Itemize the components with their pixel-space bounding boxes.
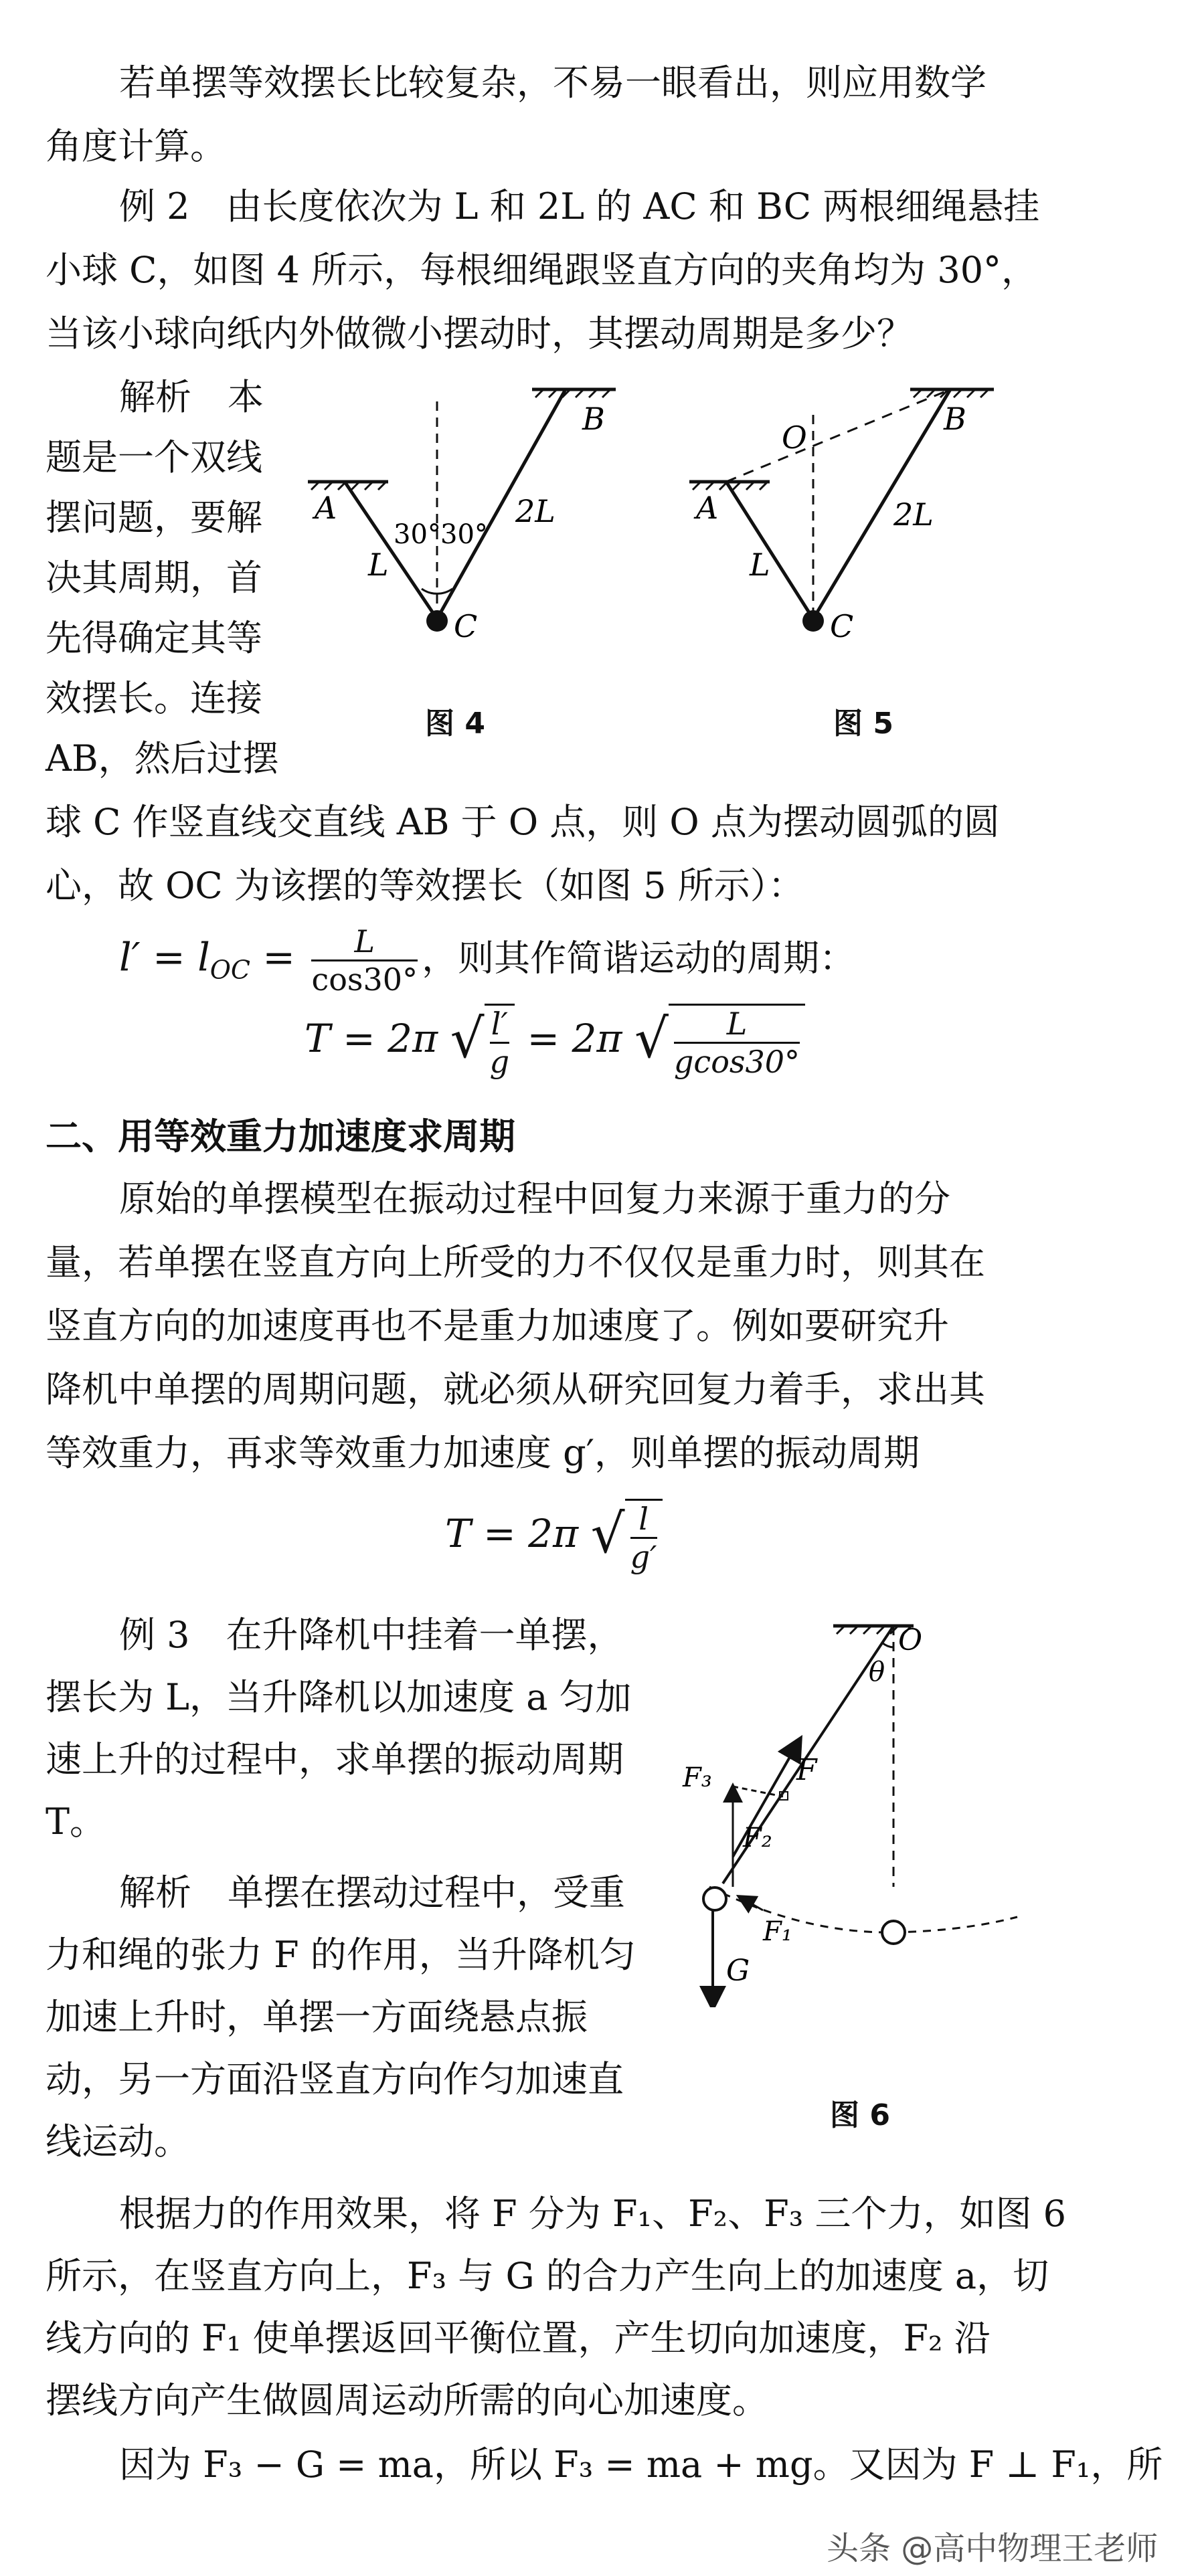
example3-line-1: 例 3 在升降机中挂着一单摆， [119,1614,624,1656]
example3-line-2: 摆长为 L，当升降机以加速度 a 匀加 [46,1676,632,1718]
fig6-label-theta: θ [869,1657,885,1687]
section2-p1-line-5: 等效重力，再求等效重力加速度 g′，则单摆的振动周期 [46,1432,920,1474]
analysis-side-line-2: 题是一个双线 [46,436,262,478]
fig4-label-b: B [582,401,605,437]
eq1-denominator: cos30° [311,961,418,998]
fig4-label-2l: 2L [515,493,555,529]
section2-p1-line-1: 原始的单摆模型在振动过程中回复力来源于重力的分 [119,1178,950,1220]
fig5-label-o: O [782,420,807,456]
watermark: 头条 @高中物理王老师 [827,2530,1159,2567]
analysis3-line-3: 加速上升时，单摆一方面绕悬点振 [46,1996,588,2038]
figure-5-diagram [669,375,1071,656]
eq1-numerator: L [311,923,418,961]
fig5-label-a: A [696,490,719,526]
analysis-side-line-7: AB，然后过摆 [46,737,279,779]
eq2-frac2-den: gcos30° [673,1044,800,1080]
example2-line-1: 例 2 由长度依次为 L 和 2L 的 AC 和 BC 两根细绳悬挂 [119,185,1040,227]
eq1-lhs: l′ = l [119,934,210,980]
analysis-side-line-1: 解析 本 [119,376,264,418]
eq3-den: g′ [630,1539,657,1575]
fig5-label-c: C [830,608,854,644]
eq2-frac1-num: l′ [490,1006,509,1044]
analysis-side-line-3: 摆问题，要解 [46,496,262,539]
fig4-angle-left: 30° [394,519,441,550]
fig6-label-f: F [796,1753,817,1787]
fig4-angle-right: 30° [440,519,488,550]
fig6-label-o: O [898,1623,923,1657]
equation-1: $l' = l_{OC}$ = $\frac{L}{\cos 30^\circ}$ ，则其作简谐运动的周期： [119,923,856,998]
fig4-label-a: A [315,490,337,526]
eq2-lhs: T = 2π [305,1016,438,1062]
fig5-label-b: B [944,401,966,437]
fig5-label-2l: 2L [893,496,934,533]
fig4-label-l: L [368,547,389,583]
eq2-frac1-den: g [489,1044,510,1080]
analysis-side-line-4: 决其周期，首 [46,557,262,599]
section2-p2-line-4: 摆线方向产生做圆周运动所需的向心加速度。 [46,2379,768,2421]
analysis3-line-2: 力和绳的张力 F 的作用，当升降机匀 [46,1934,636,1976]
continuation-line-1: 球 C 作竖直线交直线 AB 于 O 点，则 O 点为摆动圆弧的圆 [46,801,1000,843]
analysis3-line-4: 动，另一方面沿竖直方向作匀加速直 [46,2058,624,2100]
eq3-num: l [630,1501,657,1539]
eq1-subscript: OC [209,955,250,985]
equation-2: T = 2π √ $\frac{l'}{g}$ = 2π √ $\frac{L}{gcos30^\circ}$ [305,1004,805,1080]
fig4-caption: 图 4 [425,707,485,741]
section2-p1-line-4: 降机中单摆的周期问题，就必须从研究回复力着手，求出其 [46,1368,985,1410]
intro-line-2: 角度计算。 [46,125,226,167]
example3-line-3: 速上升的过程中，求单摆的振动周期 [46,1738,624,1780]
section2-p1-line-2: 量，若单摆在竖直方向上所受的力不仅仅是重力时，则其在 [46,1241,985,1283]
intro-line-1: 若单摆等效摆长比较复杂，不易一眼看出，则应用数学 [119,62,987,104]
section-2-heading: 二、用等效重力加速度求周期 [46,1115,515,1158]
fig5-label-l: L [750,547,770,583]
example2-line-2: 小球 C，如图 4 所示，每根细绳跟竖直方向的夹角均为 30°， [46,249,1038,291]
continuation-line-2: 心，故 OC 为该摆的等效摆长（如图 5 所示）： [46,864,804,907]
equation-3: T = 2π √ $\frac{l}{g'}$ [445,1499,663,1575]
fig4-label-c: C [454,608,478,644]
analysis-side-line-6: 效摆长。连接 [46,677,262,719]
section2-p1-line-3: 竖直方向的加速度再也不是重力加速度了。例如要研究升 [46,1305,949,1347]
fig6-label-f1: F₁ [763,1916,792,1947]
fig6-label-g: G [726,1954,750,1988]
fig6-label-f3: F₃ [683,1762,712,1793]
section2-p2-line-3: 线方向的 F₁ 使单摆返回平衡位置，产生切向加速度，F₂ 沿 [46,2317,991,2359]
eq2-frac2-num: L [674,1006,800,1044]
eq1-tail: ，则其作简谐运动的周期： [422,937,856,980]
analysis3-line-1: 解析 单摆在摆动过程中，受重 [119,1871,625,1914]
fig5-caption: 图 5 [833,707,893,741]
section2-p2-line-2: 所示，在竖直方向上，F₃ 与 G 的合力产生向上的加速度 a，切 [46,2255,1049,2297]
analysis-side-line-5: 先得确定其等 [46,617,262,659]
fig6-caption: 图 6 [830,2098,890,2132]
eq2-middle: = 2π [527,1016,622,1062]
eq3-lhs: T = 2π [445,1511,579,1557]
section2-p2-line-1: 根据力的作用效果，将 F 分为 F₁、F₂、F₃ 三个力，如图 6 [119,2193,1066,2235]
analysis3-line-5: 线运动。 [46,2120,190,2163]
figure-4-diagram [294,375,683,656]
example3-line-4: T。 [46,1801,106,1843]
fig6-label-f2: F₂ [743,1823,772,1853]
section2-p3-line-1: 因为 F₃ − G = ma，所以 F₃ = ma + mg。又因为 F ⊥ F₁，所 [119,2444,1163,2486]
figure-6-diagram [669,1606,1138,2007]
example2-line-3: 当该小球向纸内外做微小摆动时，其摆动周期是多少？ [46,312,913,355]
